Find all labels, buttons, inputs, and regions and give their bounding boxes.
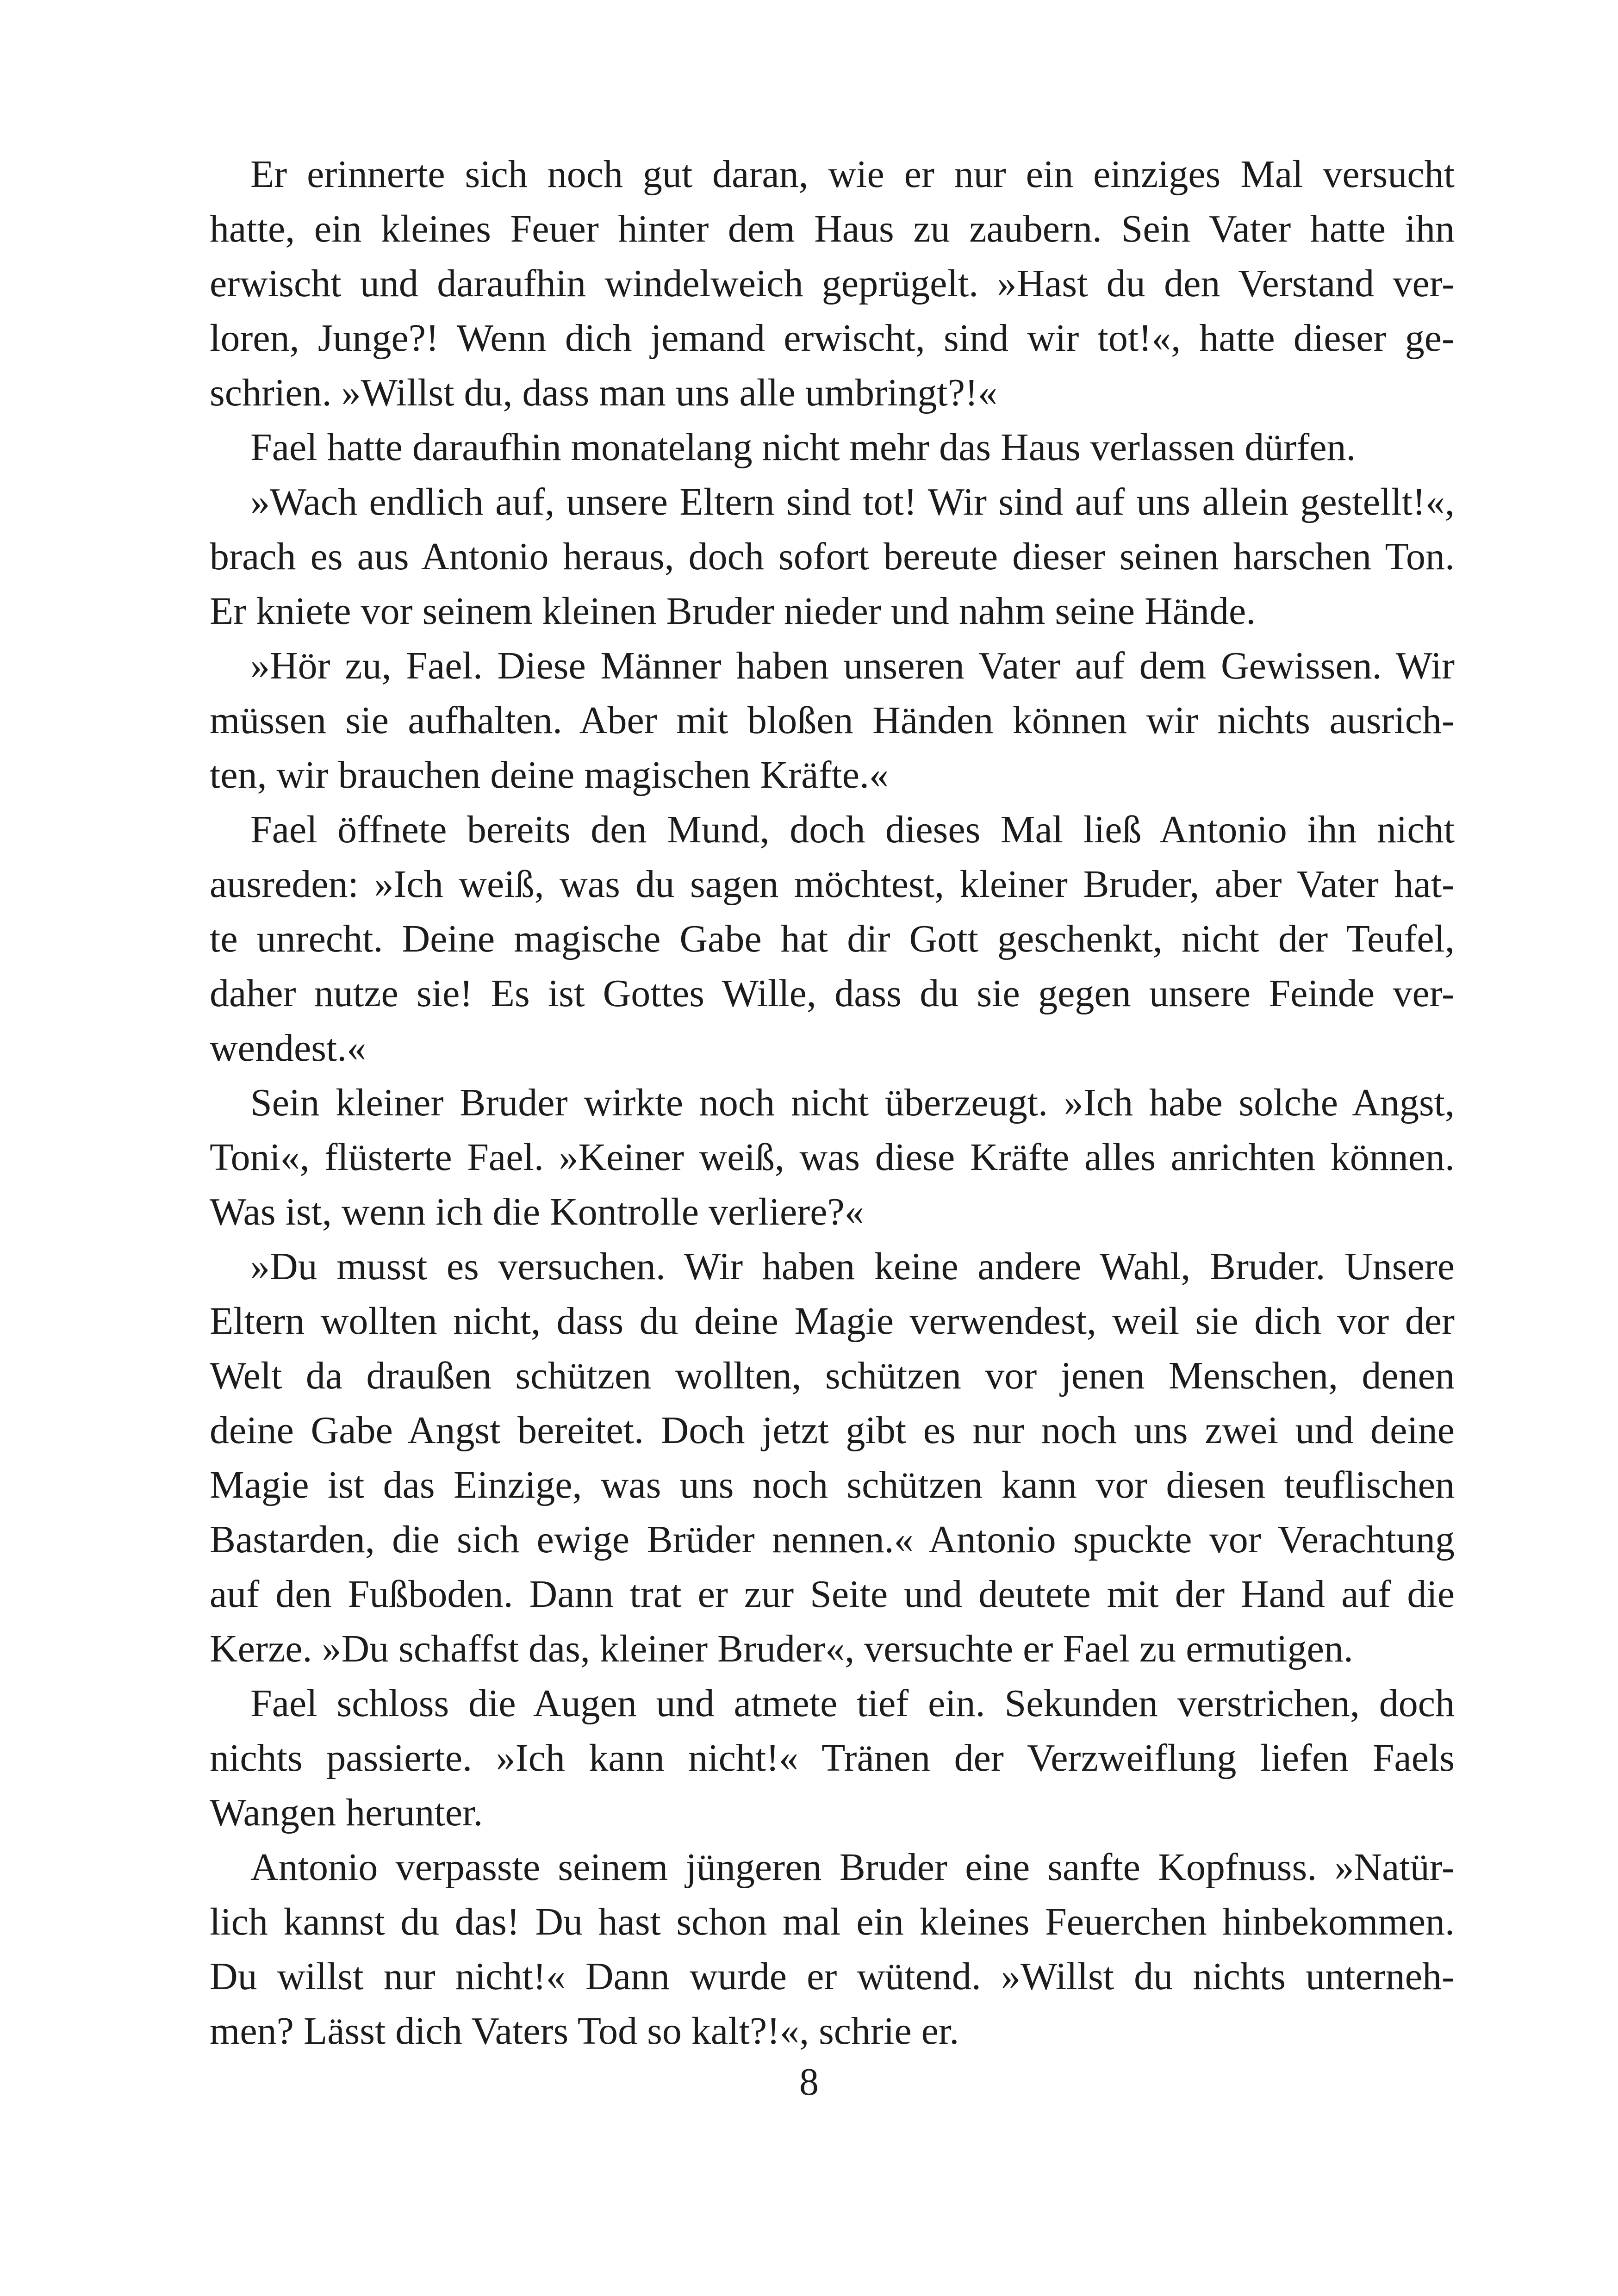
text-line: Fael hatte daraufhin monatelang nicht mehr das Haus verlassen dürfen.: [250, 426, 1356, 469]
text-line: Fael schloss die Augen und atmete tief ein. Sekunden verstrichen, doch: [250, 1682, 1455, 1725]
text-line: Sein kleiner Bruder wirkte noch nicht überzeugt. »Ich habe solche Angst,: [250, 1081, 1455, 1124]
text-line: daher nutze sie! Es ist Gottes Wille, dass du sie gegen unsere Feinde ver-: [210, 972, 1455, 1015]
paragraph: [210, 147, 1455, 420]
text-line: deine Gabe Angst bereitet. Doch jetzt gibt es nur noch uns zwei und deine: [210, 1409, 1455, 1452]
text-line: Antonio verpasste seinem jüngeren Bruder eine sanfte Kopfnuss. »Natür-: [250, 1846, 1455, 1889]
text-line: Magie ist das Einzige, was uns noch schützen kann vor diesen teuflischen: [210, 1463, 1455, 1506]
body-text: [210, 147, 1455, 2059]
text-line: wendest.«: [210, 1027, 367, 1070]
text-line: erwischt und daraufhin windelweich geprügelt. »Hast du den Verstand ver-: [210, 262, 1455, 305]
paragraph: [210, 1239, 1455, 1676]
text-line: Eltern wollten nicht, dass du deine Magie verwendest, weil sie dich vor der: [210, 1300, 1455, 1343]
paragraph: [210, 1076, 1455, 1239]
text-line: loren, Junge?! Wenn dich jemand erwischt, sind wir tot!«, hatte dieser ge-: [210, 317, 1455, 360]
text-line: Welt da draußen schützen wollten, schützen vor jenen Menschen, denen: [210, 1354, 1455, 1397]
text-line: ten, wir brauchen deine magischen Kräfte.«: [210, 753, 889, 796]
text-line: »Hör zu, Fael. Diese Männer haben unseren Vater auf dem Gewissen. Wir: [250, 644, 1455, 687]
text-line: brach es aus Antonio heraus, doch sofort bereute dieser seinen harschen Ton.: [210, 535, 1455, 578]
text-line: »Du musst es versuchen. Wir haben keine andere Wahl, Bruder. Unsere: [250, 1245, 1455, 1288]
text-line: Toni«, flüsterte Fael. »Keiner weiß, was diese Kräfte alles anrichten können.: [210, 1136, 1455, 1179]
text-line: Er erinnerte sich noch gut daran, wie er nur ein einziges Mal versucht: [250, 153, 1455, 196]
text-line: Wangen herunter.: [210, 1791, 483, 1834]
text-line: Du willst nur nicht!« Dann wurde er wütend. »Willst du nichts unterneh-: [210, 1955, 1455, 1998]
paragraph: [210, 1840, 1455, 2059]
text-line: auf den Fußboden. Dann trat er zur Seite und deutete mit der Hand auf die: [210, 1573, 1455, 1616]
paragraph: [210, 475, 1455, 639]
paragraph: [210, 639, 1455, 803]
text-line: men? Lässt dich Vaters Tod so kalt?!«, schrie er.: [210, 2010, 959, 2053]
text-line: Fael öffnete bereits den Mund, doch dieses Mal ließ Antonio ihn nicht: [250, 808, 1455, 851]
page-number: 8: [799, 2060, 819, 2103]
paragraph: [210, 420, 1455, 475]
text-line: »Wach endlich auf, unsere Eltern sind tot! Wir sind auf uns allein gestellt!«,: [250, 480, 1455, 523]
text-line: müssen sie aufhalten. Aber mit bloßen Händen können wir nichts ausrich-: [210, 699, 1455, 742]
text-line: Was ist, wenn ich die Kontrolle verliere?«: [210, 1190, 864, 1233]
text-line: Er kniete vor seinem kleinen Bruder nieder und nahm seine Hände.: [210, 590, 1256, 633]
text-line: te unrecht. Deine magische Gabe hat dir Gott geschenkt, nicht der Teufel,: [210, 917, 1455, 960]
paragraph: [210, 803, 1455, 1076]
text-line: ausreden: »Ich weiß, was du sagen möchtest, kleiner Bruder, aber Vater hat-: [210, 863, 1455, 906]
text-line: schrien. »Willst du, dass man uns alle umbringt?!«: [210, 371, 997, 414]
paragraph: [210, 1676, 1455, 1840]
text-line: nichts passierte. »Ich kann nicht!« Tränen der Verzweiflung liefen Faels: [210, 1736, 1455, 1780]
text-line: lich kannst du das! Du hast schon mal ein kleines Feuerchen hinbekommen.: [210, 1900, 1455, 1943]
text-line: Bastarden, die sich ewige Brüder nennen.« Antonio spuckte vor Verachtung: [210, 1518, 1455, 1561]
text-line: Kerze. »Du schaffst das, kleiner Bruder«, versuchte er Fael zu ermutigen.: [210, 1627, 1353, 1670]
text-line: hatte, ein kleines Feuer hinter dem Haus zu zaubern. Sein Vater hatte ihn: [210, 207, 1455, 250]
